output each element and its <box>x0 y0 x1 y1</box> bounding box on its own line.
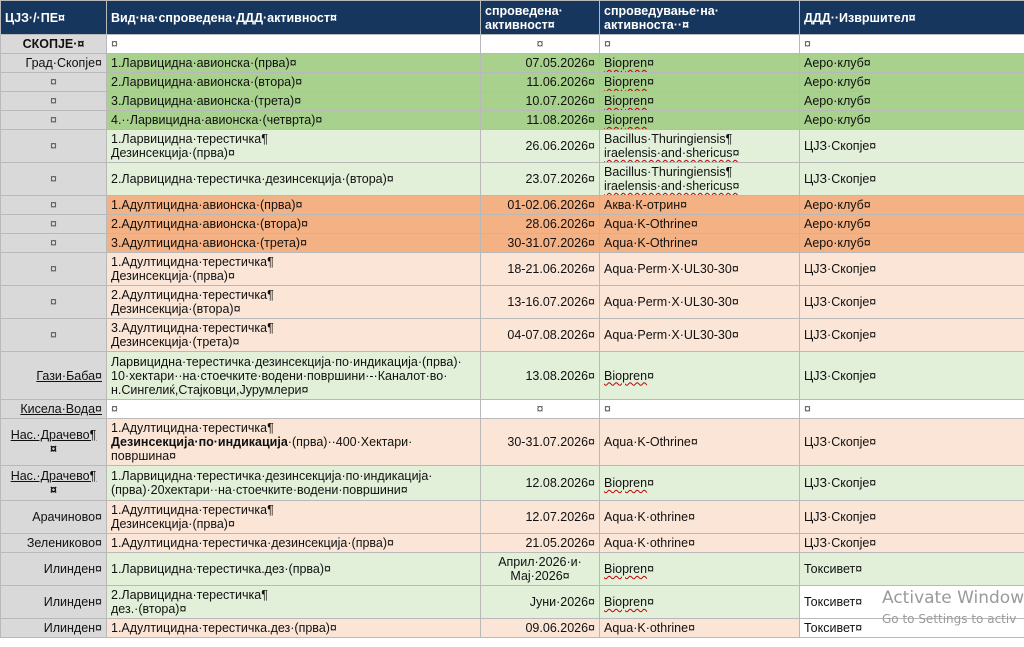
table-row <box>1 319 1024 352</box>
date-cell: 21.05.2026¤ <box>481 534 600 553</box>
municipality-cell: ¤ <box>1 130 107 163</box>
activity-cell: 3.Ларвицидна·авионска·(трета)¤ <box>107 92 481 111</box>
table-row <box>1 466 1024 501</box>
table-header-row <box>1 1 1024 35</box>
executor-cell: Токсивет¤ <box>800 586 1024 619</box>
municipality-cell: ¤ <box>1 111 107 130</box>
municipality-cell: ¤ <box>1 215 107 234</box>
executor-cell: Аеро·клуб¤ <box>800 196 1024 215</box>
activity-cell: 1.Ларвицидна·авионска·(прва)¤ <box>107 54 481 73</box>
preparation-cell: Biopren¤ <box>600 111 800 130</box>
date-cell: 30-31.07.2026¤ <box>481 419 600 466</box>
preparation-cell: Bacillus·Thuringiensis¶ iraelensis·and·shericus¤ <box>600 163 800 196</box>
preparation-cell: Bacillus·Thuringiensis¶ iraelensis·and·shericus¤ <box>600 130 800 163</box>
date-cell: 30-31.07.2026¤ <box>481 234 600 253</box>
date-cell: 10.07.2026¤ <box>481 92 600 111</box>
table-row <box>1 215 1024 234</box>
executor-cell: ЦЈЗ·Скопје¤ <box>800 352 1024 400</box>
executor-cell: ¤ <box>800 400 1024 419</box>
preparation-cell: Аква·К-отрин¤ <box>600 196 800 215</box>
watermark-subtitle: Go to Settings to activ <box>882 612 1017 626</box>
table-row <box>1 553 1024 586</box>
preparation-cell: Aqua·K·othrine¤ <box>600 501 800 534</box>
executor-cell: ЦЈЗ·Скопје¤ <box>800 501 1024 534</box>
preparation-cell: Biopren¤ <box>600 54 800 73</box>
activity-cell: 2.Ларвицидна·терестичка¶ дез.·(втора)¤ <box>107 586 481 619</box>
preparation-cell: Aqua·Perm·X·UL30-30¤ <box>600 253 800 286</box>
activity-cell: ¤ <box>107 35 481 54</box>
activity-cell: 2.Ларвицидна·терестичка·дезинсекција·(втора)¤ <box>107 163 481 196</box>
municipality-cell: ¤ <box>1 163 107 196</box>
municipality-cell: ¤ <box>1 286 107 319</box>
municipality-cell: Град·Скопје¤ <box>1 54 107 73</box>
preparation-cell: ¤ <box>600 35 800 54</box>
table-row <box>1 73 1024 92</box>
table-row <box>1 534 1024 553</box>
activity-cell: 1.Адултицидна·терестичка¶ Дезинсекција·(прва)¤ <box>107 501 481 534</box>
municipality-cell: ¤ <box>1 92 107 111</box>
activity-cell: 1.Адултицидна·терестичка.дез·(прва)¤ <box>107 619 481 638</box>
date-cell: 26.06.2026¤ <box>481 130 600 163</box>
municipality-cell: ¤ <box>1 319 107 352</box>
municipality-cell: Арачиново¤ <box>1 501 107 534</box>
executor-cell: Токсивет¤ <box>800 619 1024 638</box>
activity-cell: 1.Ларвицидна·терестичка.дез·(прва)¤ <box>107 553 481 586</box>
municipality-cell: Нас.·Драчево¶ ¤ <box>1 466 107 501</box>
municipality-cell: СКОПЈЕ·¤ <box>1 35 107 54</box>
header-date: спроведена· активност¤ <box>481 1 600 35</box>
municipality-cell: Кисела·Вода¤ <box>1 400 107 419</box>
preparation-cell: Aqua·K-Othrine¤ <box>600 215 800 234</box>
table-row <box>1 619 1024 638</box>
date-cell: 09.06.2026¤ <box>481 619 600 638</box>
preparation-cell: Aqua·Perm·X·UL30-30¤ <box>600 319 800 352</box>
executor-cell: Аеро·клуб¤ <box>800 73 1024 92</box>
activity-cell: ¤ <box>107 400 481 419</box>
date-cell: ¤ <box>481 35 600 54</box>
table-row <box>1 286 1024 319</box>
table-row <box>1 163 1024 196</box>
table-row <box>1 234 1024 253</box>
executor-cell: ¤ <box>800 35 1024 54</box>
header-executor: ДДД··Извршител¤ <box>800 1 1024 35</box>
date-cell: 12.08.2026¤ <box>481 466 600 501</box>
executor-cell: ЦЈЗ·Скопје¤ <box>800 253 1024 286</box>
executor-cell: Аеро·клуб¤ <box>800 234 1024 253</box>
preparation-cell: Biopren¤ <box>600 352 800 400</box>
date-cell: 13.08.2026¤ <box>481 352 600 400</box>
municipality-cell: Илинден¤ <box>1 619 107 638</box>
executor-cell: Аеро·клуб¤ <box>800 92 1024 111</box>
date-cell: Април·2026·и· Мај·2026¤ <box>481 553 600 586</box>
executor-cell: ЦЈЗ·Скопје¤ <box>800 163 1024 196</box>
activity-cell: 1.Адултицидна·терестичка¶ Дезинсекција·(прва)¤ <box>107 253 481 286</box>
preparation-cell: Biopren¤ <box>600 92 800 111</box>
date-cell: 11.08.2026¤ <box>481 111 600 130</box>
executor-cell: Токсивет¤ <box>800 553 1024 586</box>
table-row <box>1 501 1024 534</box>
activity-cell: 3.Адултицидна·терестичка¶ Дезинсекција·(трета)¤ <box>107 319 481 352</box>
header-cjz-pe: ЦЈЗ·/·ПЕ¤ <box>1 1 107 35</box>
table-row <box>1 400 1024 419</box>
header-preparation: спроведување·на· активноста··¤ <box>600 1 800 35</box>
table-row <box>1 586 1024 619</box>
municipality-cell: ¤ <box>1 196 107 215</box>
date-cell: 11.06.2026¤ <box>481 73 600 92</box>
date-cell: 28.06.2026¤ <box>481 215 600 234</box>
municipality-cell: ¤ <box>1 73 107 92</box>
municipality-cell: Нас.·Драчево¶ ¤ <box>1 419 107 466</box>
activity-cell: 2.Ларвицидна·авионска·(втора)¤ <box>107 73 481 92</box>
preparation-cell: Aqua·Perm·X·UL30-30¤ <box>600 286 800 319</box>
preparation-cell: Biopren¤ <box>600 553 800 586</box>
executor-cell: ЦЈЗ·Скопје¤ <box>800 466 1024 501</box>
preparation-cell: Aqua·K·othrine¤ <box>600 534 800 553</box>
table-row <box>1 92 1024 111</box>
municipality-cell: Гази·Баба¤ <box>1 352 107 400</box>
table-row <box>1 54 1024 73</box>
preparation-cell: Biopren¤ <box>600 466 800 501</box>
preparation-cell: Aqua·K·othrine¤ <box>600 619 800 638</box>
date-cell: 23.07.2026¤ <box>481 163 600 196</box>
preparation-cell: Biopren¤ <box>600 73 800 92</box>
activity-cell: 1.Адултицидна·терестичка¶ Дезинсекција·по·индикација·(прва)··400·Хектари· површина¤ <box>107 419 481 466</box>
executor-cell: Аеро·клуб¤ <box>800 111 1024 130</box>
date-cell: Јуни·2026¤ <box>481 586 600 619</box>
executor-cell: Аеро·клуб¤ <box>800 215 1024 234</box>
activity-cell: 1.Ларвицидна·терестичка¶ Дезинсекција·(прва)¤ <box>107 130 481 163</box>
municipality-cell: Илинден¤ <box>1 586 107 619</box>
table-row <box>1 130 1024 163</box>
table-row <box>1 196 1024 215</box>
date-cell: 07.05.2026¤ <box>481 54 600 73</box>
activity-cell: 3.Адултицидна·авионска·(трета)¤ <box>107 234 481 253</box>
preparation-cell: ¤ <box>600 400 800 419</box>
preparation-cell: Biopren¤ <box>600 586 800 619</box>
activity-cell: 2.Адултицидна·терестичка¶ Дезинсекција·(втора)¤ <box>107 286 481 319</box>
activity-cell: 1.Ларвицидна·терестичка·дезинсекција·по·индикација· (прва)·20хектари··на·стоечките·водени·површини¤ <box>107 466 481 501</box>
preparation-cell: Aqua·K-Othrine¤ <box>600 234 800 253</box>
date-cell: ¤ <box>481 400 600 419</box>
header-activity-type: Вид·на·спроведена·ДДД·активност¤ <box>107 1 481 35</box>
date-cell: 12.07.2026¤ <box>481 501 600 534</box>
table-row <box>1 352 1024 400</box>
municipality-cell: ¤ <box>1 234 107 253</box>
activity-cell: 4.··Ларвицидна·авионска·(четврта)¤ <box>107 111 481 130</box>
municipality-cell: Илинден¤ <box>1 553 107 586</box>
executor-cell: ЦЈЗ·Скопје¤ <box>800 534 1024 553</box>
table-row <box>1 253 1024 286</box>
preparation-cell: Aqua·K-Othrine¤ <box>600 419 800 466</box>
date-cell: 04-07.08.2026¤ <box>481 319 600 352</box>
municipality-cell: ¤ <box>1 253 107 286</box>
watermark-title: Activate Window <box>882 588 1024 608</box>
activity-cell: 2.Адултицидна·авионска·(втора)¤ <box>107 215 481 234</box>
activity-cell: Ларвицидна·терестичка·дезинсекција·по·индикација·(прва)· 10·хектари··на·стоечките·водени·површини·-·Каналот·во· н.Сингелиќ,Стајковци,Јурумлери¤ <box>107 352 481 400</box>
executor-cell: ЦЈЗ·Скопје¤ <box>800 419 1024 466</box>
activity-cell: 1.Адултицидна·терестичка·дезинсекција·(прва)¤ <box>107 534 481 553</box>
executor-cell: ЦЈЗ·Скопје¤ <box>800 286 1024 319</box>
table-row <box>1 111 1024 130</box>
date-cell: 01-02.06.2026¤ <box>481 196 600 215</box>
executor-cell: ЦЈЗ·Скопје¤ <box>800 130 1024 163</box>
date-cell: 18-21.06.2026¤ <box>481 253 600 286</box>
executor-cell: Аеро·клуб¤ <box>800 54 1024 73</box>
table-row <box>1 419 1024 466</box>
activity-cell: 1.Адултицидна·авионска·(прва)¤ <box>107 196 481 215</box>
executor-cell: ЦЈЗ·Скопје¤ <box>800 319 1024 352</box>
municipality-cell: Зелениково¤ <box>1 534 107 553</box>
date-cell: 13-16.07.2026¤ <box>481 286 600 319</box>
table-row <box>1 35 1024 54</box>
